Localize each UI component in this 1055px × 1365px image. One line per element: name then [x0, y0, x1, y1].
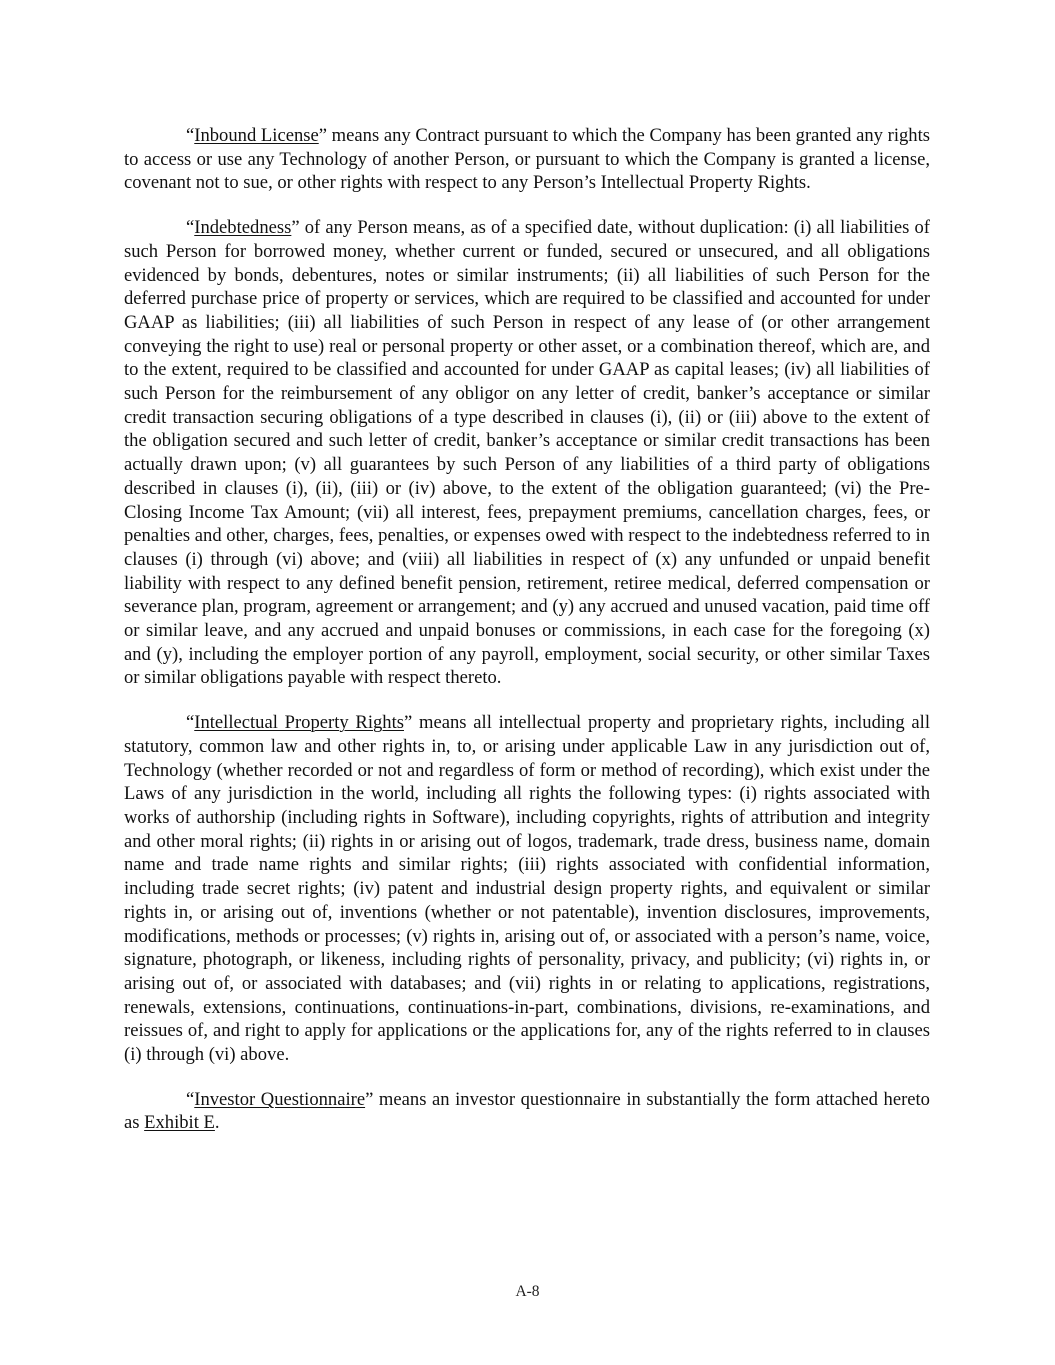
open-quote: “: [186, 125, 195, 146]
close-quote: ”: [404, 712, 413, 734]
close-quote: ”: [318, 125, 327, 146]
definition-text: means any Contract pursuant to which the Company has been granted any rights to access or use any Technology of another Person, or pursuant to which the Company is granted a license, covenant not to sue, or other rights with respect to any Person’s Intellectual Property Rights.: [124, 125, 930, 194]
open-quote: “: [186, 217, 195, 239]
page-number: A-8: [515, 1283, 540, 1300]
definition-text: of any Person means, as of a specified date, without duplication: (i) all liabilities of such Person for borrowed money, whether current or funded, secured or unsecured, and all obligations evidenced by bonds, debentures, notes or similar instruments; (ii) all liabilities of such Person for the deferred purchase price of property or services, which are required to be classified and accounted for under GAAP as liabilities; (iii) all liabilities of such Person in respect of any lease of (or other arrangement conveying the right to use) real or personal property or other asset, or a combination thereof, which are, and to the extent, required to be classified and accounted for under GAAP as capital leases; (iv) all liabilities of such Person for the reimbursement of any obligor on any letter of credit, banker’s acceptance or similar credit transaction securing obligations of a type described in clauses (i), (ii) or (iii) above to the extent of the obligation secured and such letter of credit, banker’s acceptance or similar credit transactions has been actually drawn upon; (v) all guarantees by such Person of any liabilities of a third party of obligations described in clauses (i), (ii), (iii) or (iv) above, to the extent of the obligation guaranteed; (vi) the Pre-Closing Income Tax Amount; (vii) all interest, fees, prepayment premiums, cancellation charges, fees, or penalties and other, charges, fees, penalties, or expenses owed with respect to the indebtedness referred to in clauses (i) through (vi) above; and (viii) all liabilities in respect of (x) any unfunded or unpaid benefit liability with respect to any defined benefit pension, retirement, retiree medical, deferred compensation or severance plan, program, agreement or arrangement; and (y) any accrued and unused vacation, paid time off or similar leave, and any accrued and unpaid bonuses or commissions, in each case for the foregoing (x) and (y), including the employer portion of any payroll, employment, social security, or other similar Taxes or similar obligations payable with respect thereto.: [124, 217, 930, 689]
open-quote: “: [186, 712, 195, 734]
defined-term: Intellectual Property Rights: [194, 712, 404, 734]
definition-text: means an investor questionnaire in substantially the form attached hereto as: [124, 1088, 930, 1134]
defined-term: Investor Questionnaire: [194, 1088, 366, 1110]
exhibit-reference: Exhibit E: [144, 1112, 215, 1134]
defined-term: Inbound License: [194, 125, 319, 146]
open-quote: “: [186, 1088, 195, 1110]
definition-indebtedness: [124, 216, 930, 690]
definition-tail: .: [214, 1112, 220, 1134]
definition-inbound-license: [124, 124, 930, 195]
definition-intellectual-property-rights: [124, 711, 930, 1067]
close-quote: ”: [365, 1088, 374, 1110]
definition-text: means all intellectual property and proprietary rights, including all statutory, common law and other rights in, to, or arising under applicable Law in any jurisdiction out of, Technology (whether recorded or not and regardless of form or method of recording), which exist under the Laws of any jurisdiction in the world, including all rights the following types: (i) rights associated with works of authorship (including rights in Software), including copyrights, rights of attribution and integrity and other moral rights; (ii) rights in or arising out of logos, trademark, trade dress, business name, domain name and trade name rights and similar rights; (iii) rights associated with confidential information, including trade secret rights; (iv) patent and industrial design property rights, and equivalent or similar rights in, or arising out of, inventions (whether or not patentable), invention disclosures, improvements, modifications, methods or processes; (v) rights in, arising out of, or associated with a person’s name, voice, signature, photograph, or likeness, including rights of personality, privacy, and publicity; (vi) rights in, or arising out of, or associated with databases; and (vii) rights in or relating to applications, registrations, renewals, extensions, continuations, continuations-in-part, combinations, divisions, re-examinations, and reissues of, and right to apply for applications or the applications for, any of the rights referred to in clauses (i) through (vi) above.: [124, 712, 930, 1066]
close-quote: ”: [291, 217, 300, 239]
document-page: [124, 124, 930, 1156]
definition-investor-questionnaire: [124, 1088, 930, 1135]
defined-term: Indebtedness: [194, 217, 292, 239]
